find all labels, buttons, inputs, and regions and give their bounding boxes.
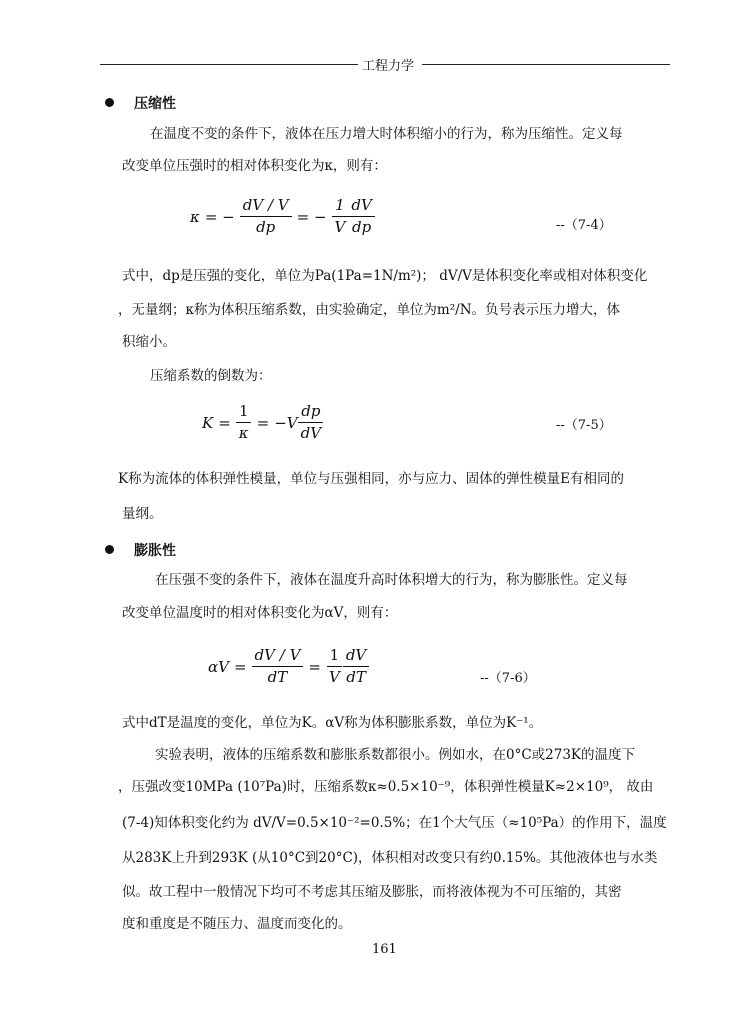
eq-fraction: $\frac{1}{V}$ — [326, 648, 343, 685]
paragraph-line: ，压强改变10MPa (10⁷Pa)时，压缩系数κ≈0.5×10⁻⁹，体积弹性模量K≈2×10⁹， 故由 — [118, 779, 654, 795]
equation-7-5: K = $\frac{1}{\kappa}$ = −V $\frac{dp}{dV}$ — [202, 404, 324, 441]
equation-number: --（7-4） — [556, 218, 612, 233]
paragraph-line: 实验表明，液体的压缩系数和膨胀系数都很小。例如水，在0°C或273K的温度下 — [155, 747, 636, 763]
header-title: 工程力学 — [362, 59, 415, 74]
eq-fraction: $\frac{dp}{dV}$ — [298, 404, 324, 441]
paragraph-line: 从283K上升到293K (从10°C到20°C)，体积相对改变只有约0.15%。其他液体也与水类 — [122, 850, 658, 866]
paragraph-line: 似。故工程中一般情况下均可不考虑其压缩及膨胀，而将液体视为不可压缩的，其密 — [122, 884, 622, 900]
eq-fraction: $\frac{dV}{dp}$ — [348, 198, 374, 235]
paragraph-line: 积缩小。 — [122, 334, 176, 350]
header-rule-right — [422, 64, 670, 65]
eq-lhs: κ — [190, 207, 200, 226]
eq-lhs: αV — [208, 657, 229, 676]
eq-fraction: $\frac{1}{V}$ — [332, 198, 349, 235]
equation-number: --（7-5） — [556, 418, 612, 433]
bullet-icon — [105, 545, 114, 554]
eq-lhs: K — [202, 413, 214, 432]
eq-fraction: $\frac{dV / V}{dp}$ — [240, 198, 292, 235]
paragraph-line: 在压强不变的条件下，液体在温度升高时体积增大的行为，称为膨胀性。定义每 — [155, 572, 628, 588]
paragraph-line: 量纲。 — [122, 506, 163, 522]
eq-fraction: $\frac{1}{\kappa}$ — [236, 404, 252, 441]
paragraph-line: K称为流体的体积弹性模量，单位与压强相同，亦与应力、固体的弹性模量E有相同的 — [118, 471, 624, 487]
eq-fraction: $\frac{dV}{dT}$ — [343, 648, 369, 685]
paragraph-line: 度和重度是不随压力、温度而变化的。 — [122, 916, 352, 932]
paragraph-line: 式中，dp是压强的变化，单位为Pa(1Pa=1N/m²)； dV/V是体积变化率或相对体积变化 — [122, 268, 648, 284]
page-header — [100, 54, 670, 74]
paragraph-line: 改变单位压强时的相对体积变化为κ，则有： — [122, 158, 387, 174]
bullet-icon — [105, 98, 114, 107]
equation-number: --（7-6） — [480, 671, 536, 686]
eq-fraction: $\frac{dV / V}{dT}$ — [252, 648, 304, 685]
section-title-compressibility: 压缩性 — [134, 96, 176, 112]
equation-7-4: κ = − $\frac{dV / V}{dp}$ = − $\frac{1}{V}$ $\frac{dV}{dp}$ — [190, 198, 375, 235]
equation-7-6: αV = $\frac{dV / V}{dT}$ = $\frac{1}{V}$ $\frac{dV}{dT}$ — [208, 648, 369, 685]
paragraph-line: 式中dT是温度的变化，单位为K。αV称为体积膨胀系数，单位为K⁻¹。 — [122, 715, 543, 731]
paragraph-line: 压缩系数的倒数为： — [150, 368, 272, 384]
paragraph-line: 在温度不变的条件下，液体在压力增大时体积缩小的行为，称为压缩性。定义每 — [150, 126, 623, 142]
page-number: 161 — [372, 942, 397, 957]
paragraph-line: (7-4)知体积变化约为 dV/V=0.5×10⁻²=0.5%；在1个大气压（≈10⁵Pa）的作用下，温度 — [122, 815, 667, 831]
header-rule-left — [100, 64, 358, 65]
section-title-expansion: 膨胀性 — [134, 543, 176, 559]
paragraph-line: ，无量纲；κ称为体积压缩系数，由实验确定，单位为m²/N。负号表示压力增大，体 — [118, 302, 621, 318]
paragraph-line: 改变单位温度时的相对体积变化为αV，则有： — [122, 605, 398, 621]
